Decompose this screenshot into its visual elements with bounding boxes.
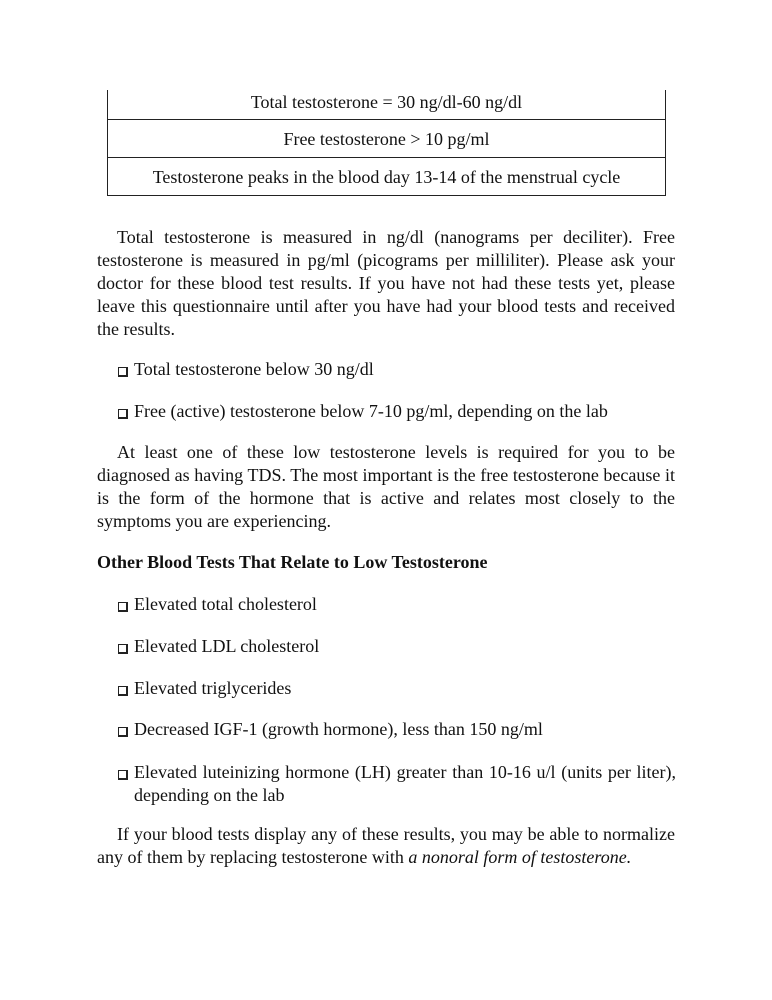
checklist-item-label: Free (active) testosterone below 7-10 pg/ml, depending on the lab [134, 401, 608, 421]
checklist-item-total-testosterone[interactable] [118, 358, 676, 381]
checkbox-icon[interactable] [118, 409, 128, 419]
checklist-item-label: Decreased IGF-1 (growth hormone), less than 150 ng/ml [134, 719, 543, 739]
reference-ranges-table [107, 90, 666, 196]
checklist-item-label: Elevated triglycerides [134, 678, 292, 698]
diagnosis-paragraph [97, 441, 675, 533]
checklist-item-label: Elevated luteinizing hormone (LH) greater than 10-16 u/l (units per liter), depending on the lab [134, 762, 676, 805]
checklist-item-label: Total testosterone below 30 ng/dl [134, 359, 374, 379]
checklist-item-free-testosterone[interactable] [118, 400, 676, 423]
intro-paragraph-text: Total testosterone is measured in ng/dl (nanograms per deciliter). Free testosterone is measured in pg/ml (picograms per milliliter). Please ask your doctor for these blood test results. If you have not had these tests yet, please leave this questionnaire until after you have had your blood tests and received the results. [97, 227, 675, 339]
table-row: Testosterone peaks in the blood day 13-14 of the menstrual cycle [108, 158, 665, 196]
checkbox-icon[interactable] [118, 367, 128, 377]
checkbox-icon[interactable] [118, 686, 128, 696]
section-heading: Other Blood Tests That Relate to Low Testosterone [97, 552, 488, 572]
checkbox-icon[interactable] [118, 644, 128, 654]
closing-paragraph [97, 823, 675, 869]
diagnosis-paragraph-text: At least one of these low testosterone levels is required for you to be diagnosed as having TDS. The most important is the free testosterone because it is the form of the hormone that is active and relates most closely to the symptoms you are experiencing. [97, 442, 675, 531]
checkbox-icon[interactable] [118, 727, 128, 737]
checklist-item-ldl-cholesterol[interactable] [118, 635, 676, 658]
table-row: Free testosterone > 10 pg/ml [108, 120, 665, 158]
checklist-item-triglycerides[interactable] [118, 677, 676, 700]
checklist-item-total-cholesterol[interactable] [118, 593, 676, 616]
checkbox-icon[interactable] [118, 770, 128, 780]
table-row: Total testosterone = 30 ng/dl-60 ng/dl [108, 90, 665, 120]
checklist-item-label: Elevated total cholesterol [134, 594, 317, 614]
checklist-item-lh[interactable] [118, 761, 676, 807]
intro-paragraph [97, 226, 675, 341]
checkbox-icon[interactable] [118, 602, 128, 612]
closing-paragraph-text: If your blood tests display any of these results, you may be able to normalize any of them by replacing testosterone with [97, 824, 675, 867]
checklist-item-label: Elevated LDL cholesterol [134, 636, 320, 656]
checklist-item-igf1[interactable] [118, 718, 676, 741]
closing-paragraph-emphasis: a nonoral form of testosterone. [408, 847, 632, 867]
